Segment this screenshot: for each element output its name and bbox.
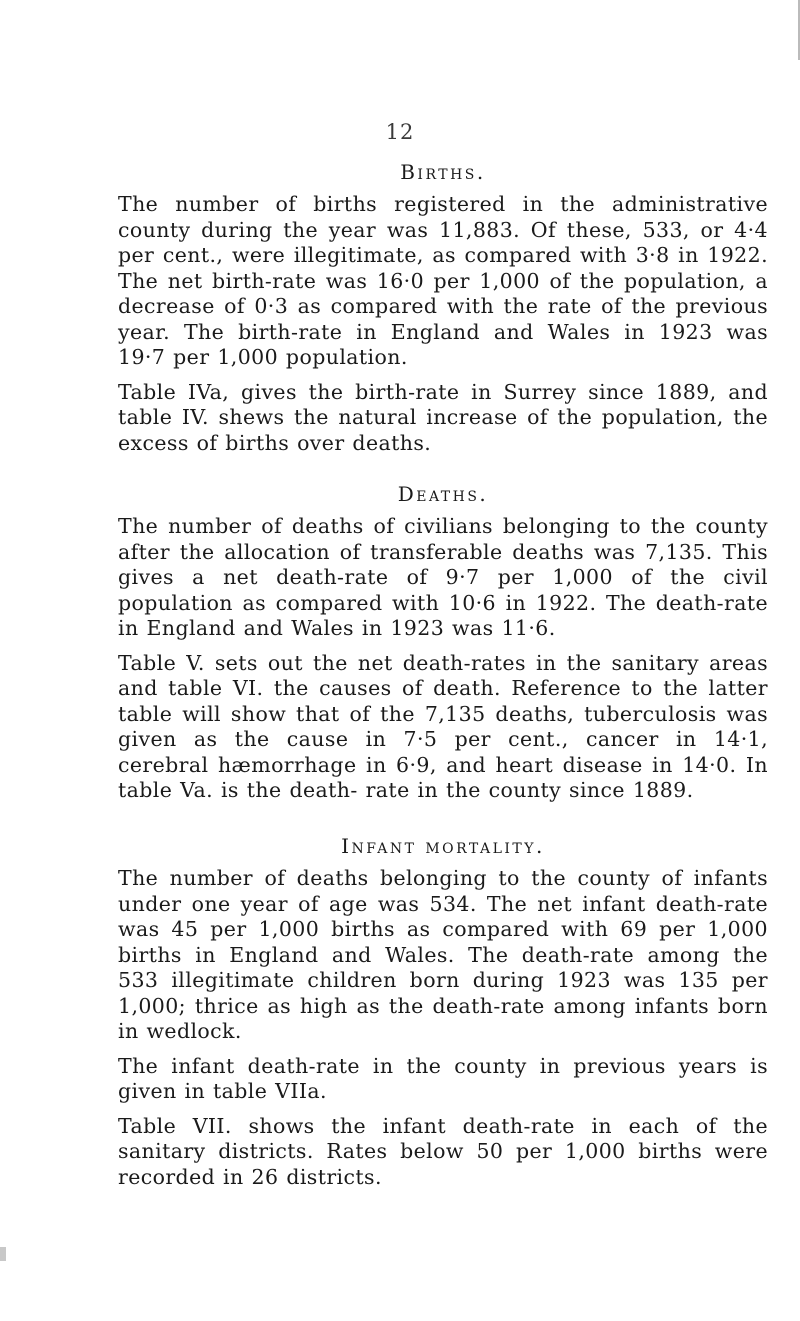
infant-paragraph-3: Table VII. shows the infant death-rate in each of the sanitary districts. Rates below 50 per 1,000 births were recorded in 26 districts. [118,1113,768,1189]
births-paragraph-2: Table IVa, gives the birth-rate in Surrey since 1889, and table IV. shews the natural increase of the population, the excess of births over deaths. [118,379,768,455]
infant-mortality-heading: Infant mortality. [341,834,545,858]
deaths-paragraph-2: Table V. sets out the net death-rates in the sanitary areas and table VI. the causes of death. Reference to the latter table will show that of the 7,135 deaths, tuberculosis was given as the cause in 7·5 per cent., cancer in 14·1, cerebral hæmorrhage in 6·9, and heart disease in 14·0. In table Va. is the death- rate in the county since 1889. [118,650,768,802]
births-paragraph-1: The number of births registered in the administrative county during the year was 11,883. Of these, 533, or 4·4 per cent., were illegitimate, as compared with 3·8 in 1922. The net birth-rate was 16·0 per 1,000 of the population, a decrease of 0·3 as compared with the rate of the previous year. The birth-rate in England and Wales in 1923 was 19·7 per 1,000 population. [118,192,768,369]
page-number: 12 [385,120,415,144]
infant-paragraph-1: The number of deaths belonging to the county of infants under one year of age was 534. The net infant death-rate was 45 per 1,000 births as compared with 69 per 1,000 births in England and Wales. The death-rate among the 533 illegitimate children born during 1923 was 135 per 1,000; thrice as high as the death-rate among infants born in wedlock. [118,866,768,1043]
births-heading: Births. [400,160,486,184]
infant-mortality-section [118,834,768,1199]
infant-paragraph-2: The infant death-rate in the county in previous years is given in table VIIa. [118,1053,768,1103]
deaths-paragraph-1: The number of deaths of civilians belonging to the county after the allocation of transferable deaths was 7,135. This gives a net death-rate of 9·7 per 1,000 of the civil population as compared with 10·6 in 1922. The death-rate in England and Wales in 1923 was 11·6. [118,514,768,640]
births-section [118,160,768,465]
deaths-section [118,482,768,813]
deaths-heading: Deaths. [397,482,489,506]
page-corner-mark [0,1247,6,1261]
